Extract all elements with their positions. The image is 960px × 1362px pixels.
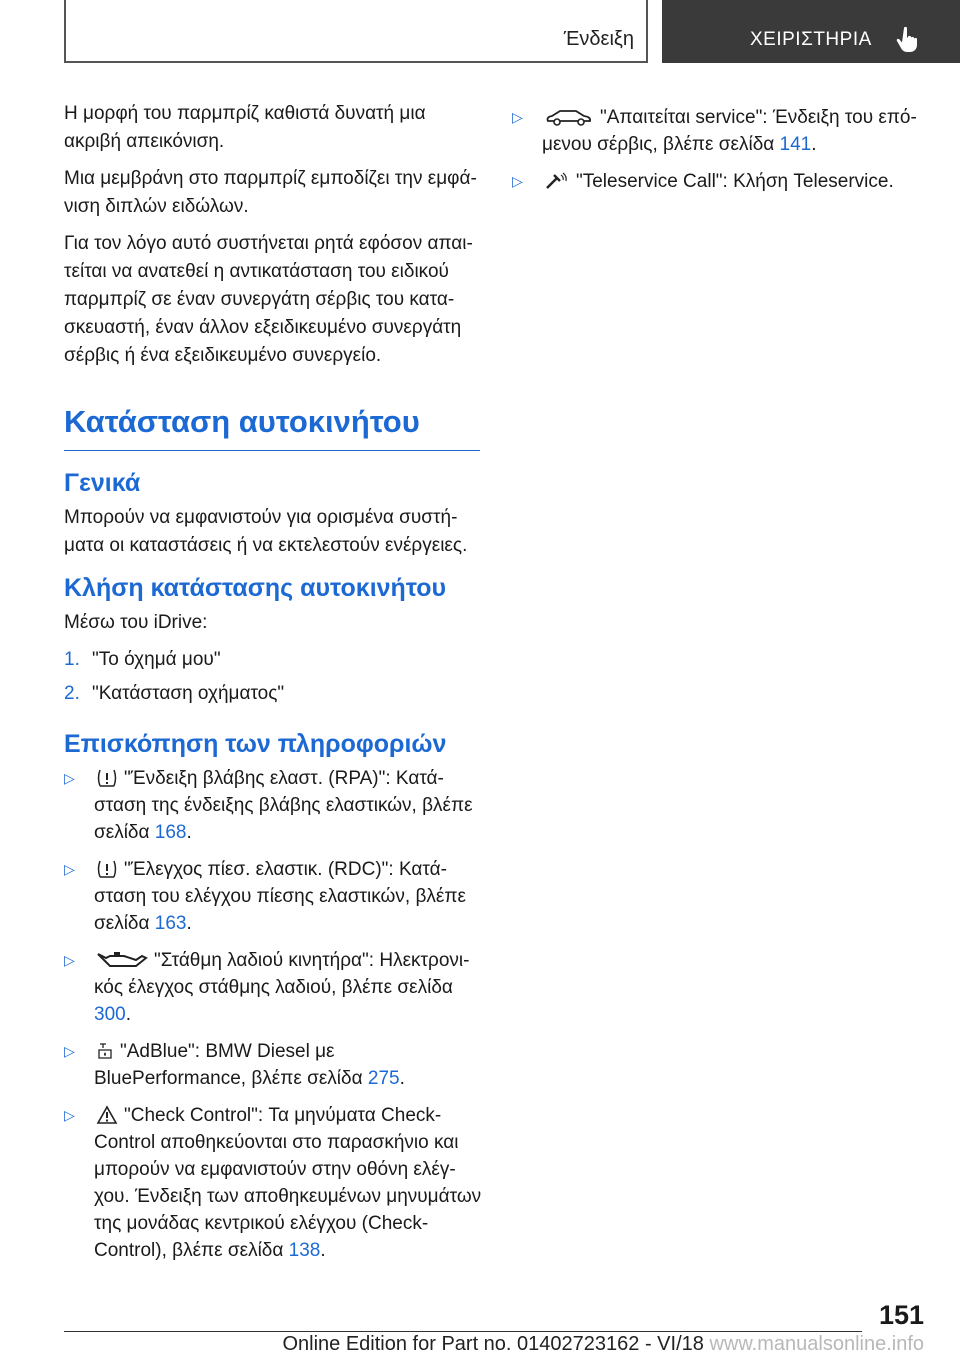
watermark: www.manualsonline.info	[709, 1333, 924, 1355]
footer	[0, 1333, 924, 1356]
page-link[interactable]: 138	[288, 1240, 321, 1261]
adblue-icon	[96, 1041, 114, 1061]
bullet-triangle-icon: ▷	[512, 109, 523, 125]
tire-pressure-icon	[96, 859, 118, 879]
page-link[interactable]: 300	[94, 1004, 126, 1025]
overview-item: ▷ "AdBlue": BMW Diesel με BluePerformance, βλέπε σελίδα 275.	[64, 1038, 484, 1092]
overview-item: ▷ "Έλεγχος πίεσ. ελαστικ. (RDC)": Κατάσταση του ελέγχου πίεσης ελαστικών, βλέπε σελίδα 163.	[64, 856, 484, 937]
intro-paragraph: Μια μεμβράνη στο παρμπρίζ εμποδίζει την εμφάνιση διπλών ειδώλων.	[64, 168, 477, 217]
heading-overview: Επισκόπηση των πληροφοριών	[64, 730, 447, 758]
overview-item: ▷ "Στάθμη λαδιού κινητήρα": Ηλεκτρονικός έλεγχος στάθμης λαδιού, βλέπε σελίδα 300.	[64, 947, 484, 1028]
step-item	[64, 646, 484, 674]
teleservice-icon	[544, 171, 570, 191]
intro-paragraph: Η μορφή του παρμπρίζ καθιστά δυνατή μια ακριβή απεικόνιση.	[64, 103, 426, 152]
hand-pointer-icon	[896, 26, 922, 54]
heading-call-status: Κλήση κατάστασης αυτοκινήτου	[64, 574, 447, 602]
page-link[interactable]: 275	[367, 1068, 400, 1089]
header-section	[662, 0, 960, 63]
page-number: 151	[878, 1300, 924, 1330]
page-link[interactable]: 163	[154, 913, 187, 934]
overview-item-text: "AdBlue": BMW Diesel με BluePerformance, βλέπε σελίδα	[94, 1041, 368, 1089]
page-link[interactable]: 168	[154, 822, 187, 843]
overview-item-text: "Έλεγχος πίεσ. ελαστικ. (RDC)": Κατάσταση του ελέγχου πίεσης ελαστικών, βλέπε σελίδα	[94, 859, 466, 934]
edition-text: Online Edition for Part no. 01402723162 - VI/18	[282, 1333, 704, 1355]
overview-item: ▷ "Απαιτείται service": Ένδειξη του επόμενου σέρβις, βλέπε σελίδα 141.	[512, 104, 932, 158]
bullet-triangle-icon: ▷	[64, 1043, 75, 1059]
overview-item-text: "Ένδειξη βλάβης ελαστ. (RPA)": Κατάσταση της ένδειξης βλάβης ελαστικών, βλέπε σελίδα	[94, 768, 473, 843]
page-link[interactable]: 141	[779, 134, 812, 155]
warning-triangle-icon	[96, 1105, 118, 1125]
heading-general: Γενικά	[64, 469, 141, 497]
oil-can-icon	[96, 950, 148, 970]
call-intro: Μέσω του iDrive:	[64, 612, 208, 633]
bullet-triangle-icon: ▷	[64, 861, 75, 877]
header-section-label: ΧΕΙΡΙΣΤΗΡΙΑ	[750, 29, 872, 50]
overview-item: ▷ "Check Control": Τα μηνύματα Check-Control αποθηκεύονται στο παρασκήνιο και μπορούν να εμφανιστούν στην οθόνη ελέγχου. Ένδειξη των αποθηκευμένων μηνυμάτων της μονάδας κεντρικού ελέγχου (Check-Control), βλέπε σελίδα 138.	[64, 1102, 484, 1264]
bullet-triangle-icon: ▷	[512, 173, 523, 189]
bullet-triangle-icon: ▷	[64, 1107, 75, 1123]
step-text: "Κατάσταση οχήματος"	[92, 683, 285, 704]
overview-item: ▷ "Ένδειξη βλάβης ελαστ. (RPA)": Κατάσταση της ένδειξης βλάβης ελαστικών, βλέπε σελίδα 168.	[64, 765, 484, 846]
general-text: Μπορούν να εμφανιστούν για ορισμένα συστήματα οι καταστάσεις ή να εκτελεστούν ενέργειες.	[64, 507, 468, 556]
overview-item-text: "Teleservice Call": Κλήση Teleservice.	[576, 171, 894, 192]
header-tab-label: Ένδειξη	[563, 28, 634, 50]
overview-item-text: "Στάθμη λαδιού κινητήρα": Ηλεκτρονικός έλεγχος στάθμης λαδιού, βλέπε σελίδα	[94, 950, 470, 998]
right-column	[512, 100, 932, 205]
step-number: 2.	[64, 683, 80, 704]
overview-item	[512, 168, 932, 195]
intro-paragraph: Για τον λόγο αυτό συστήνεται ρητά εφόσον απαιτείται να ανατεθεί η αντικατάσταση του ειδικού παρμπρίζ σε έναν συνεργάτη σέρβις του κατασκευαστή, έναν άλλον εξειδικευμένο συνεργάτη σέρβις ή ένα εξειδικευμένο συνεργείο.	[64, 233, 473, 366]
left-column	[64, 100, 484, 1274]
step-number: 1.	[64, 649, 80, 670]
tire-warning-icon	[96, 768, 118, 788]
header-tab	[64, 0, 648, 63]
bullet-triangle-icon: ▷	[64, 952, 75, 968]
bullet-triangle-icon: ▷	[64, 770, 75, 786]
step-text: "Το όχημά μου"	[92, 649, 221, 670]
car-service-icon	[544, 107, 594, 127]
overview-item-text: "Check Control": Τα μηνύματα Check-Control αποθηκεύονται στο παρασκήνιο και μπορούν να εμφανιστούν στην οθόνη ελέγχου. Ένδειξη των αποθηκευμένων μηνυμάτων της μονάδας κεντρικού ελέγχου (Check-Control), βλέπε σελίδα	[94, 1105, 482, 1261]
footer-rule	[64, 1331, 862, 1332]
step-item	[64, 680, 484, 708]
heading-vehicle-status: Κατάσταση αυτοκινήτου	[64, 404, 480, 451]
overview-item-text: "Απαιτείται service": Ένδειξη του επόμενου σέρβις, βλέπε σελίδα	[542, 107, 917, 155]
